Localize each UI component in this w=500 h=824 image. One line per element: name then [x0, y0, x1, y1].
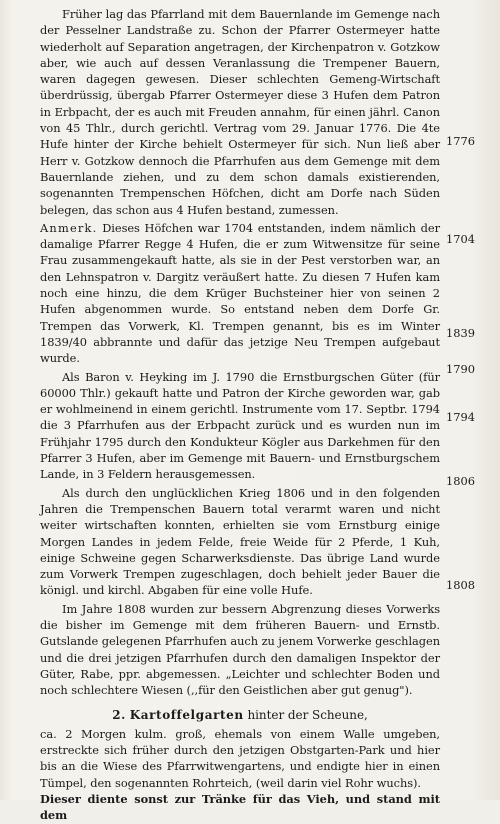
- paragraph-heyking: Als Baron v. Heyking im J. 1790 die Ernstburgschen Güter (für 60000 Thlr.) gekauft hatte und Patron der Kirche geworden war, gab er wohlmeinend in einem gerichtl. Instrumente vom 17. Septbr. 1794 die 3 Pfarrhufen aus der Erbpacht zurück und es wurden nun im Frühjahr 1795 durch den Kondukteur Kögler aus Darkehmen für den Pfarrer 3 Hufen, aber im Gemenge mit Bauern- und Ernstburgschem Lande, in 3 Feldern herausgemessen.: [40, 369, 440, 482]
- margin-year: 1794: [446, 410, 475, 424]
- paragraph-kartoffelgarten: ca. 2 Morgen kulm. groß, ehemals von einem Walle umgeben, erstreckte sich früher durch den jetzigen Obstgarten-Park und hier bis an die Wiese des Pfarrwitwengartens, und endigte hier in einen Tümpel, den sogenannten Rohrteich, (weil darin viel Rohr wuchs).: [40, 726, 440, 790]
- margin-year: 1839: [446, 326, 475, 340]
- paragraph-pfarrland: Früher lag das Pfarrland mit dem Bauernlande im Gemenge nach der Pesselner Landstraße zu. Schon der Pfarrer Ostermeyer hatte wiederholt auf Separation angetragen, der Kirchenpatron v. Gotzkow aber, wie auch auf dessen Veranlassung die Trempener Bauern, waren dagegen gewesen. Dieser schlechten Gemeng-Wirtschaft überdrüssig, übergab Pfarrer Ostermeyer diese 3 Hufen dem Patron in Erbpacht, der es auch mit Freuden annahm, für einen jährl. Canon von 45 Thlr., durch gerichtl. Vertrag vom 29. Januar 1776. Die 4te Hufe hinter der Kirche behielt Ostermeyer für sich. Nun ließ aber Herr v. Gotzkow dennoch die Pfarrhufen aus dem Gemenge mit dem Bauernlande ziehen, und zu dem schon damals existierenden, sogenannten Trempenschen Höfchen, dicht am Dorfe nach Süden belegen, das schon aus 4 Hufen bestand, zumessen.: [40, 7, 440, 217]
- paragraph-anmerkung: [40, 220, 440, 367]
- margin-year: 1806: [446, 474, 475, 488]
- paragraph-krieg: Als durch den unglücklichen Krieg 1806 und in den folgenden Jahren die Trempenschen Bauern total verarmt waren und nicht weiter wirtschaften konnten, erhielten sie vom Ernstburg einige Morgen Landes in jedem Felde, freie Weide für 2 Pferde, 1 Kuh, einige Schweine gegen Scharwerksdienste. Das übrige Land wurde zum Vorwerk Trempen zugeschlagen, doch behielt jeder Bauer die königl. und kirchl. Abgaben für eine volle Hufe.: [40, 485, 440, 598]
- body-text: [40, 6, 440, 824]
- heading-rest: hinter der Scheune,: [247, 708, 368, 723]
- margin-year: 1790: [446, 362, 475, 376]
- note-text: Dieses Höfchen war 1704 entstanden, indem nämlich der damalige Pfarrer Regge 4 Hufen, die er zum Witwensitze für seine Frau zusammengekauft hatte, als sie in der Pest verstorben war, an den Lehnspatron v. Dargitz veräußert hatte. Zu diesen 7 Hufen kam noch eine hinzu, die dem Krüger Buchsteiner hier von seinen 2 Hufen abgenommen wurde. So entstand neben dem Dorfe Gr. Trempen das Vorwerk, Kl. Trempen genannt, bis es im Winter 1839/40 abbrannte und dafür das jetzige Neu Trempen aufgebaut wurde.: [40, 220, 440, 366]
- note-label: Anmerk.: [40, 220, 98, 235]
- margin-year: 1776: [446, 134, 475, 148]
- section-heading: [40, 707, 440, 723]
- margin-year: 1704: [446, 232, 475, 246]
- heading-title: Kartoffelgarten: [129, 708, 244, 723]
- paragraph-tranke: Dieser diente sonst zur Tränke für das Vieh, und stand mit dem: [40, 791, 440, 823]
- heading-number: 2.: [112, 708, 126, 723]
- paragraph-1808: Im Jahre 1808 wurden zur bessern Abgrenzung dieses Vorwerks die bisher im Gemenge mit dem früheren Bauern- und Ernstb. Gutslande gelegenen Pfarrhufen auch zu jenem Vorwerke geschlagen und die drei jetzigen Pfarrhufen durch den damaligen Inspektor der Güter, Rabe, ppr. abgemessen. „Leichter und schlechter Boden und noch schlechtere Wiesen (,,für den Geistlichen aber gut genug").: [40, 601, 440, 698]
- margin-year: 1808: [446, 578, 475, 592]
